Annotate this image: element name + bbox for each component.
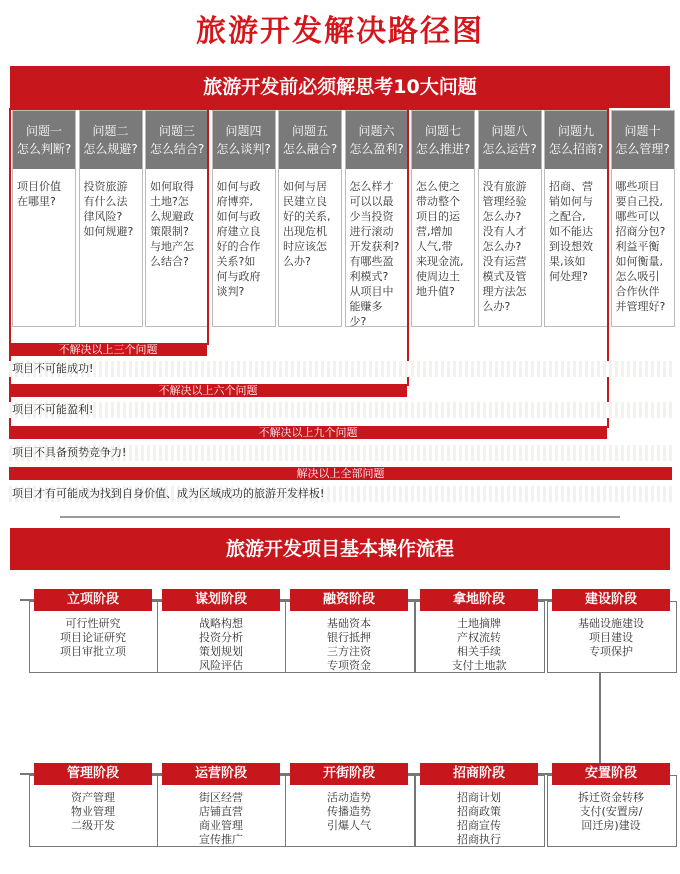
- group-box-nine: [9, 108, 609, 428]
- stage-label: 立项阶段: [34, 589, 152, 611]
- stage-label: 谋划阶段: [162, 589, 280, 611]
- stage-items: 拆迁资金转移 支付(安置房/ 回迁房)建设: [578, 791, 644, 832]
- stage-label: 招商阶段: [420, 763, 538, 785]
- question-heading: 问题六 怎么盈利?: [346, 111, 408, 169]
- question-heading: 问题二 怎么规避?: [80, 111, 142, 169]
- stage-label: 拿地阶段: [420, 589, 538, 611]
- question-heading: 问题一 怎么判断?: [13, 111, 75, 169]
- condition-result-six: 项目不可能盈利!: [9, 402, 672, 418]
- stage-items: 基础设施建设 项目建设 专项保护: [578, 617, 644, 658]
- question-heading: 问题十 怎么管理?: [612, 111, 674, 169]
- question-detail: 没有旅游 管理经验 怎么办? 没有人才 怎么办? 没有运营 模式及管 理方法怎 么办?: [482, 180, 527, 313]
- question-card: [611, 110, 675, 327]
- condition-result-nine: 项目不具备预势竞争力!: [9, 445, 672, 461]
- page-title: 旅游开发解决路径图: [196, 14, 484, 49]
- question-heading: 问题八 怎么运营?: [479, 111, 541, 169]
- stage-items: 资产管理 物业管理 二级开发: [71, 791, 115, 832]
- question-detail: 哪些项目 要自己投, 哪些可以 招商分包? 利益平衡 如何衡量, 怎么吸引 合作伙伴 并管理好?: [615, 180, 666, 313]
- stage-items: 基础资本 银行抵押 三方注资 专项资金: [327, 617, 371, 672]
- condition-bar-six: 不解决以上六个问题: [9, 384, 407, 397]
- question-heading: 问题五 怎么融合?: [279, 111, 341, 169]
- stage-items: 活动造势 传播造势 引爆人气: [327, 791, 371, 832]
- stage-items: 街区经营 店铺直营 商业管理 宣传推广: [199, 791, 243, 846]
- stage-items: 可行性研究 项目论证研究 项目审批立项: [60, 617, 126, 658]
- condition-result-three: 项目不可能成功!: [9, 361, 672, 377]
- process-banner: 旅游开发项目基本操作流程: [10, 528, 670, 570]
- stage-label: 运营阶段: [162, 763, 280, 785]
- question-detail: 如何与居 民建立良 好的关系, 出现危机 时应该怎 么办?: [283, 180, 331, 268]
- question-detail: 项目价值 在哪里?: [17, 180, 61, 208]
- question-detail: 怎么使之 带动整个 项目的运 营,增加 人气,带 来现金流, 使周边土 地升值?: [416, 180, 464, 298]
- question-heading: 问题七 怎么推进?: [412, 111, 474, 169]
- condition-bar-all: 解决以上全部问题: [9, 467, 672, 480]
- question-heading: 问题四 怎么谈判?: [213, 111, 275, 169]
- stage-label: 建设阶段: [552, 589, 670, 611]
- stage-label: 融资阶段: [290, 589, 408, 611]
- question-detail: 如何与政 府博弈, 如何与政 府建立良 好的合作 关系?如 何与政府 谈判?: [216, 180, 261, 298]
- stage-items: 土地摘牌 产权流转 相关手续 支付土地款: [451, 617, 507, 672]
- stage-items: 战略构想 投资分析 策划规划 风险评估: [199, 617, 243, 672]
- stage-label: 开街阶段: [290, 763, 408, 785]
- question-detail: 怎么样才 可以以最 少当投资 进行滚动 开发获利? 有哪些盈 利模式? 从项目中 能赚多 少?: [349, 180, 400, 328]
- question-detail: 招商、营 销如何与 之配合, 如不能达 到设想效 果,该如 何处理?: [549, 180, 593, 283]
- condition-result-all: 项目才有可能成为找到自身价值、成为区域成功的旅游开发样板!: [9, 486, 672, 502]
- stage-items: 招商计划 招商政策 招商宣传 招商执行: [457, 791, 501, 846]
- condition-bar-nine: 不解决以上九个问题: [9, 426, 607, 439]
- stage-label: 管理阶段: [34, 763, 152, 785]
- question-heading: 问题三 怎么结合?: [146, 111, 208, 169]
- section-divider: [60, 516, 620, 518]
- question-detail: 投资旅游 有什么法 律风险? 如何规避?: [83, 180, 134, 238]
- question-detail: 如何取得 土地?怎 么规避政 策限制? 与地产怎 么结合?: [150, 180, 194, 268]
- question-heading: 问题九 怎么招商?: [545, 111, 607, 169]
- questions-banner: 旅游开发前必须解思考10大问题: [10, 66, 670, 108]
- stage-label: 安置阶段: [552, 763, 670, 785]
- condition-bar-three: 不解决以上三个问题: [9, 343, 207, 356]
